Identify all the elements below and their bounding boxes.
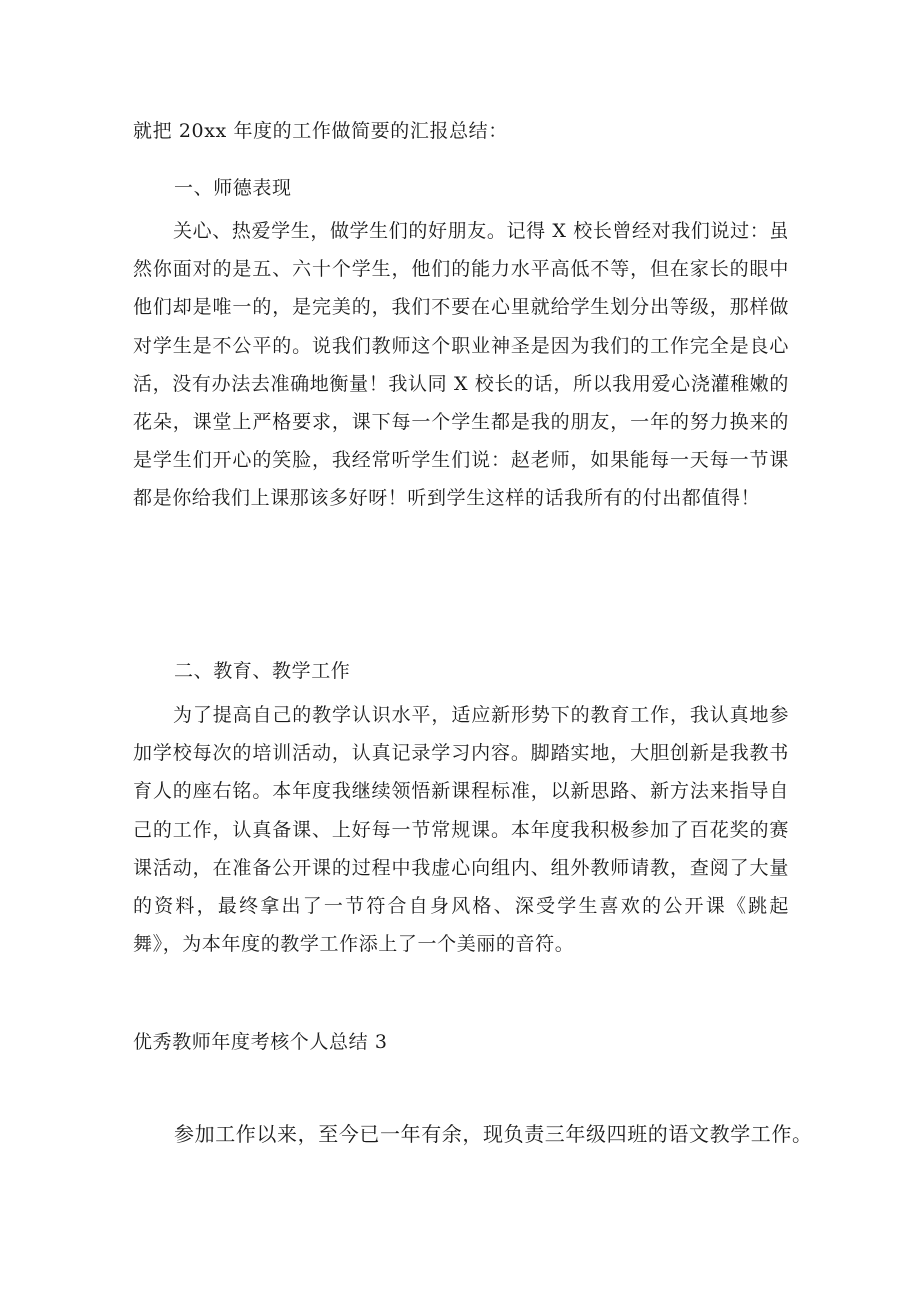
section-1-heading: 一、师德表现 xyxy=(174,177,292,199)
article-3-paragraph: 参加工作以来，至今已一年有余，现负责三年级四班的语文教学工作。 xyxy=(174,1122,813,1146)
article-3-title: 优秀教师年度考核个人总结 3 xyxy=(133,1031,388,1053)
section-2-paragraph: 为了提高自己的教学认识水平，适应新形势下的教育工作，我认真地参加学校每次的培训活动，认真记录学习内容。脚踏实地，大胆创新是我教书育人的座右铭。本年度我继续领悟新课程标准，以新思路、新方法来指导自己的工作，认真备课、上好每一节常规课。本年度我积极参加了百花奖的赛课活动，在准备公开课的过程中我虚心向组内、组外教师请教，查阅了大量的资料，最终拿出了一节符合自身风格、深受学生喜欢的公开课《跳起舞》，为本年度的教学工作添上了一个美丽的音符。 xyxy=(133,704,789,956)
intro-line: 就把 20xx 年度的工作做简要的汇报总结： xyxy=(133,120,508,142)
section-1-paragraph: 关心、热爱学生，做学生们的好朋友。记得 X 校长曾经对我们说过：虽然你面对的是五、六十个学生，他们的能力水平高低不等，但在家长的眼中他们却是唯一的，是完美的，我们不要在心里就给学生划分出等级，那样做对学生是不公平的。说我们教师这个职业神圣是因为我们的工作完全是良心活，没有办法去准确地衡量！我认同 X 校长的话，所以我用爱心浇灌稚嫩的花朵，课堂上严格要求，课下每一个学生都是我的朋友，一年的努力换来的是学生们开心的笑脸，我经常听学生们说：赵老师，如果能每一天每一节课都是你给我们上课那该多好呀！听到学生这样的话我所有的付出都值得！ xyxy=(133,220,789,510)
section-2-heading: 二、教育、教学工作 xyxy=(174,660,351,682)
